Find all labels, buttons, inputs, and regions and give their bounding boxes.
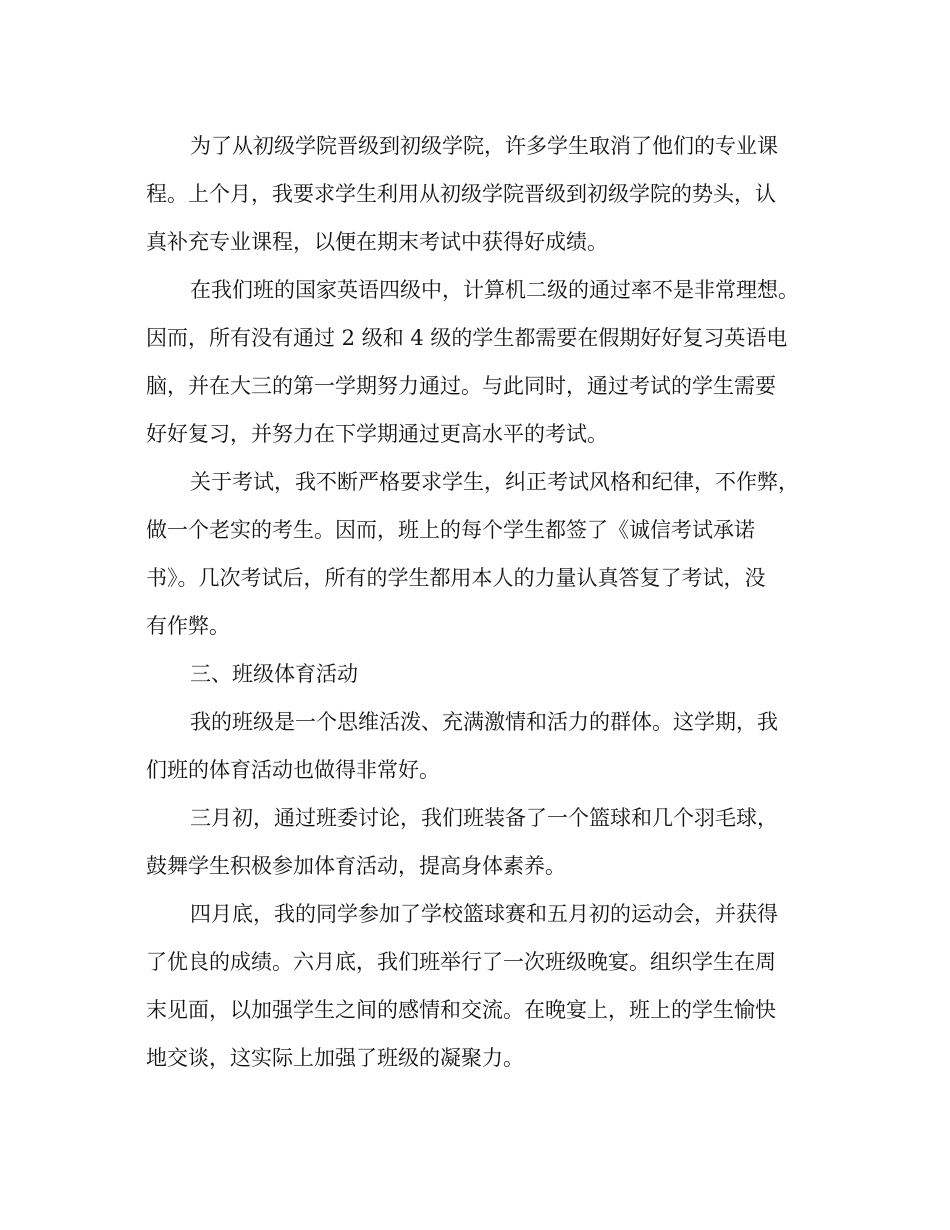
text-line: 我的班级是一个思维活泼、充满激情和活力的群体。这学期，我	[190, 710, 778, 734]
text-line: 为了从初级学院晋级到初级学院，许多学生取消了他们的专业课	[190, 134, 778, 158]
document-body	[146, 122, 812, 1082]
text-line: 末见面，以加强学生之间的感情和交流。在晚宴上，班上的学生愉快	[146, 998, 776, 1022]
text-line: 有作弊。	[146, 614, 230, 638]
text-line: 鼓舞学生积极参加体育活动，提高身体素养。	[146, 854, 566, 878]
text-line: 好好复习，并努力在下学期通过更高水平的考试。	[146, 422, 608, 446]
text-line: 三月初，通过班委讨论，我们班装备了一个篮球和几个羽毛球，	[190, 806, 778, 830]
text-line: 了优良的成绩。六月底，我们班举行了一次班级晚宴。组织学生在周	[146, 950, 776, 974]
text-line: 在我们班的国家英语四级中，计算机二级的通过率不是非常理想。	[190, 278, 799, 302]
text-line: 做一个老实的考生。因而，班上的每个学生都签了《诚信考试承诺	[146, 518, 755, 542]
text-line: 程。上个月，我要求学生利用从初级学院晋级到初级学院的势头，认	[146, 182, 776, 206]
text-line: 书》。几次考试后，所有的学生都用本人的力量认真答复了考试，没	[146, 566, 766, 590]
text-line: 四月底，我的同学参加了学校篮球赛和五月初的运动会，并获得	[190, 902, 778, 926]
text-line: 因而，所有没有通过 2 级和 4 级的学生都需要在假期好好复习英语电	[146, 326, 788, 350]
text-line: 关于考试，我不断严格要求学生，纠正考试风格和纪律，不作弊，	[190, 470, 799, 494]
text-line: 们班的体育活动也做得非常好。	[146, 758, 440, 782]
text-line: 脑，并在大三的第一学期努力通过。与此同时，通过考试的学生需要	[146, 374, 776, 398]
section-heading: 三、班级体育活动	[190, 662, 358, 686]
text-line: 真补充专业课程，以便在期末考试中获得好成绩。	[146, 230, 608, 254]
text-line: 地交谈，这实际上加强了班级的凝聚力。	[146, 1046, 524, 1070]
